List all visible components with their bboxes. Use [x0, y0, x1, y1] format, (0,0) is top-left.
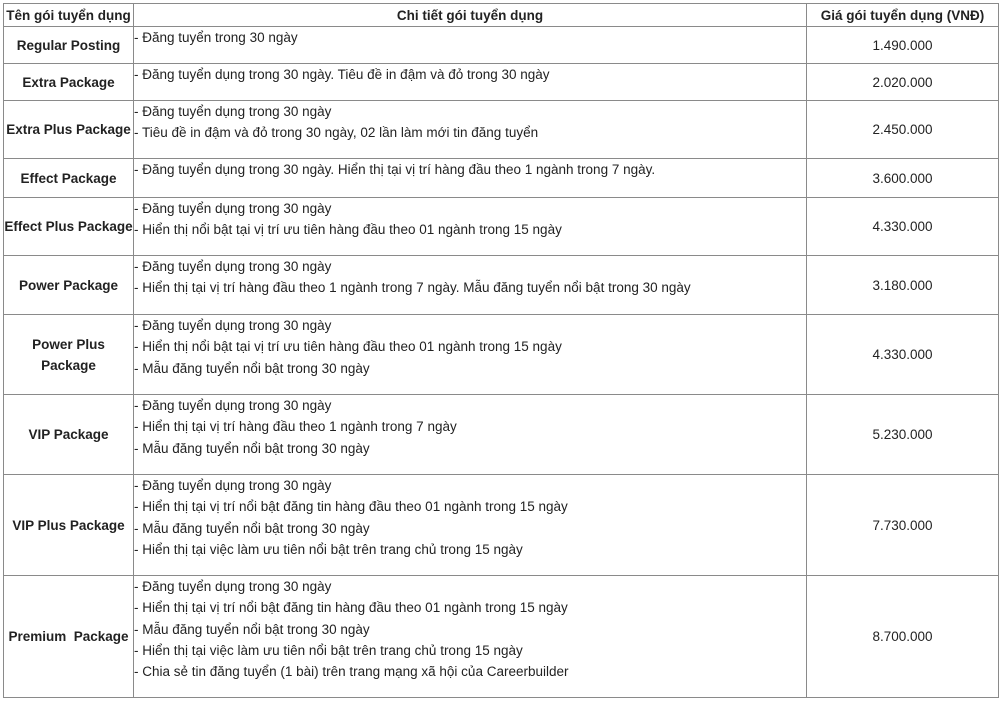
detail-line: - Hiển thị nổi bật tại vị trí ưu tiên hàng đầu theo 01 ngành trong 15 ngày	[134, 222, 562, 238]
package-name-text: Power Plus Package	[32, 336, 105, 373]
header-package-details: Chi tiết gói tuyển dụng	[134, 4, 807, 27]
detail-line: - Đăng tuyển trong 30 ngày	[134, 30, 298, 45]
table-row	[4, 64, 999, 101]
table-row	[4, 315, 999, 395]
package-price: 8.700.000	[807, 576, 999, 698]
package-price: 2.450.000	[807, 101, 999, 159]
detail-line: - Hiển thị tại việc làm ưu tiên nổi bật trên trang chủ trong 15 ngày	[134, 642, 523, 658]
table-row	[4, 576, 999, 698]
package-details	[134, 256, 807, 315]
table-row	[4, 475, 999, 576]
package-price: 1.490.000	[807, 27, 999, 64]
detail-line: - Đăng tuyển dụng trong 30 ngày	[134, 579, 332, 594]
detail-line: - Đăng tuyển dụng trong 30 ngày	[134, 398, 332, 413]
package-details	[134, 64, 807, 101]
detail-line: - Mẫu đăng tuyển nổi bật trong 30 ngày	[134, 520, 370, 536]
package-details	[134, 198, 807, 256]
package-name: Effect Plus Package	[4, 198, 134, 256]
detail-line: - Hiển thị tại vị trí hàng đầu theo 1 ngành trong 7 ngày	[134, 419, 457, 435]
header-package-name: Tên gói tuyển dụng	[4, 4, 134, 27]
detail-line: - Hiển thị tại việc làm ưu tiên nổi bật trên trang chủ trong 15 ngày	[134, 541, 523, 557]
detail-line: - Mẫu đăng tuyển nổi bật trong 30 ngày	[134, 621, 370, 637]
table-row	[4, 101, 999, 159]
package-name: Extra Package	[4, 64, 134, 101]
table-row	[4, 27, 999, 64]
detail-line: - Mẫu đăng tuyển nổi bật trong 30 ngày	[134, 360, 370, 376]
detail-line: - Đăng tuyển dụng trong 30 ngày. Tiêu đề in đậm và đỏ trong 30 ngày	[134, 67, 550, 82]
package-price: 4.330.000	[807, 315, 999, 395]
package-details	[134, 475, 807, 576]
package-name: Premium Package	[4, 576, 134, 698]
detail-line: - Hiển thị tại vị trí hàng đầu theo 1 ngành trong 7 ngày. Mẫu đăng tuyển nổi bật trong 30 ngày	[134, 280, 691, 296]
detail-line: - Đăng tuyển dụng trong 30 ngày	[134, 104, 332, 119]
package-name: VIP Plus Package	[4, 475, 134, 576]
package-name: Effect Package	[4, 159, 134, 198]
detail-line: - Đăng tuyển dụng trong 30 ngày	[134, 259, 332, 274]
recruitment-package-table	[3, 3, 999, 698]
detail-line: - Đăng tuyển dụng trong 30 ngày. Hiển thị tại vị trí hàng đầu theo 1 ngành trong 7 ngày.	[134, 162, 656, 177]
package-price: 4.330.000	[807, 198, 999, 256]
package-details	[134, 576, 807, 698]
detail-line: - Đăng tuyển dụng trong 30 ngày	[134, 201, 332, 216]
detail-line: - Chia sẻ tin đăng tuyển (1 bài) trên trang mạng xã hội của Careerbuilder	[134, 664, 569, 680]
package-price: 5.230.000	[807, 395, 999, 475]
package-details	[134, 101, 807, 159]
package-price: 2.020.000	[807, 64, 999, 101]
table-row	[4, 198, 999, 256]
package-details	[134, 27, 807, 64]
detail-line: - Tiêu đề in đậm và đỏ trong 30 ngày, 02 lần làm mới tin đăng tuyển	[134, 125, 539, 141]
package-details	[134, 159, 807, 198]
package-name	[4, 315, 134, 395]
package-name: Regular Posting	[4, 27, 134, 64]
package-price: 3.180.000	[807, 256, 999, 315]
detail-line: - Hiển thị tại vị trí nổi bật đăng tin hàng đầu theo 01 ngành trong 15 ngày	[134, 600, 568, 616]
detail-line: - Đăng tuyển dụng trong 30 ngày	[134, 478, 332, 493]
package-price: 3.600.000	[807, 159, 999, 198]
header-package-price: Giá gói tuyển dụng (VNĐ)	[807, 4, 999, 27]
table-row	[4, 256, 999, 315]
table-row	[4, 159, 999, 198]
detail-line: - Đăng tuyển dụng trong 30 ngày	[134, 318, 332, 333]
package-details	[134, 315, 807, 395]
table-header-row	[4, 4, 999, 27]
detail-line: - Hiển thị nổi bật tại vị trí ưu tiên hàng đầu theo 01 ngành trong 15 ngày	[134, 339, 562, 355]
detail-line: - Hiển thị tại vị trí nổi bật đăng tin hàng đầu theo 01 ngành trong 15 ngày	[134, 499, 568, 515]
package-name: Extra Plus Package	[4, 101, 134, 159]
package-details	[134, 395, 807, 475]
package-name: Power Package	[4, 256, 134, 315]
table-row	[4, 395, 999, 475]
package-price: 7.730.000	[807, 475, 999, 576]
package-name: VIP Package	[4, 395, 134, 475]
detail-line: - Mẫu đăng tuyển nổi bật trong 30 ngày	[134, 440, 370, 456]
